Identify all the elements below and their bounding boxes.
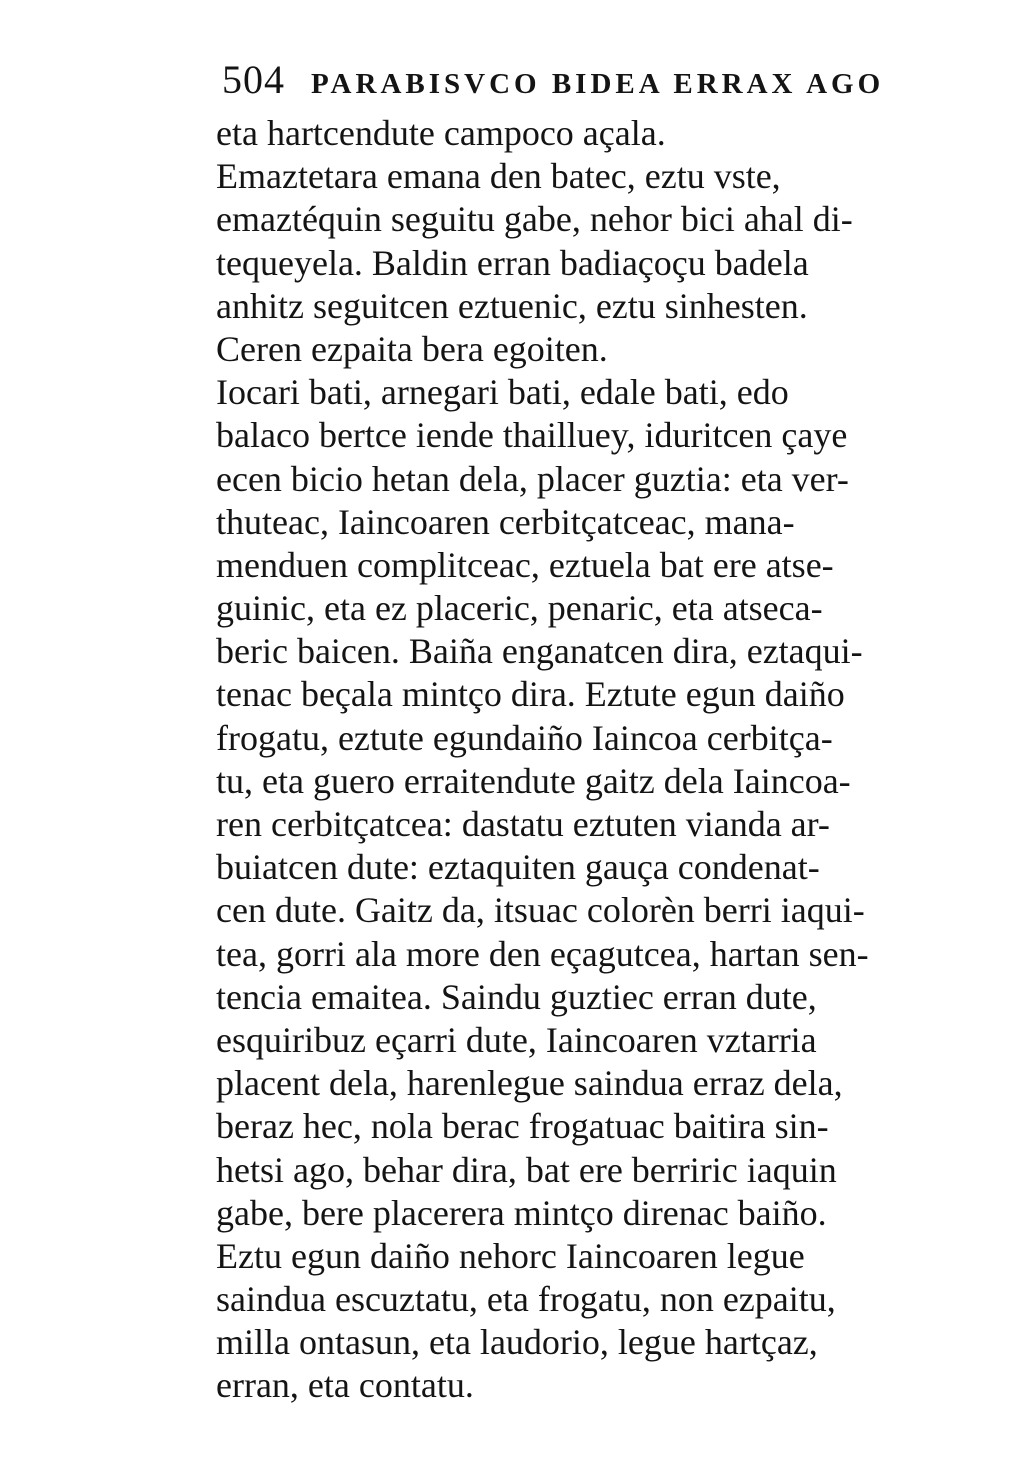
text-line: tenac beçala mintço dira. Eztute egun daiño — [216, 674, 845, 715]
text-line: milla ontasun, eta laudorio, legue hartçaz, — [216, 1322, 818, 1363]
text-line: saindua escuztatu, eta frogatu, non ezpaitu, — [216, 1279, 836, 1320]
page-number: 504 — [222, 57, 285, 102]
text-line: Emaztetara emana den batec, eztu vste, — [216, 156, 781, 197]
text-line: tequeyela. Baldin erran badiaçoçu badela — [216, 242, 809, 283]
text-line: Eztu egun daiño nehorc Iaincoaren legue — [216, 1235, 805, 1276]
text-line: placent dela, harenlegue saindua erraz dela, — [216, 1063, 843, 1104]
text-line: erran, eta contatu. — [216, 1365, 474, 1406]
text-line: ren cerbitçatcea: dastatu eztuten vianda ar- — [216, 804, 830, 844]
text-line: tea, gorri ala more den eçagutcea, hartan sen- — [216, 933, 869, 974]
text-line: eta hartcendute campoco açala. — [216, 113, 666, 153]
text-line: Iocari bati, arnegari bati, edale bati, edo — [216, 372, 789, 413]
text-line: Ceren ezpaita bera egoiten. — [216, 328, 608, 369]
text-line: beric baicen. Baiña enganatcen dira, eztaqui- — [216, 631, 863, 672]
text-line: anhitz seguitcen eztuenic, eztu sinhesten. — [216, 285, 808, 326]
text-line: guinic, eta ez placeric, penaric, eta atseca- — [216, 588, 823, 629]
text-line: tencia emaitea. Saindu guztiec erran dute, — [216, 976, 817, 1017]
body-text — [216, 112, 936, 1408]
text-line: thuteac, Iaincoaren cerbitçatceac, mana- — [216, 501, 795, 542]
text-line: tu, eta guero erraitendute gaitz dela Iaincoa- — [216, 760, 851, 801]
text-line: cen dute. Gaitz da, itsuac colorèn berri iaqui- — [216, 890, 865, 931]
text-line: emaztéquin seguitu gabe, nehor bici ahal di- — [216, 199, 853, 240]
text-line: frogatu, eztute egundaiño Iaincoa cerbitça- — [216, 717, 833, 758]
text-line: gabe, bere placerera mintço direnac baiño. — [216, 1192, 827, 1233]
text-line: beraz hec, nola berac frogatuac baitira sin- — [216, 1106, 829, 1147]
running-title: PARABISVCO BIDEA ERRAX AGO — [311, 68, 885, 100]
text-line: balaco bertce iende thailluey, iduritcen çaye — [216, 415, 848, 456]
text-line: ecen bicio hetan dela, placer guztia: eta ver- — [216, 458, 849, 499]
text-line: hetsi ago, behar dira, bat ere berriric iaquin — [216, 1149, 837, 1190]
running-head — [222, 56, 902, 106]
text-line: esquiribuz eçarri dute, Iaincoaren vztarria — [216, 1019, 817, 1060]
text-line: buiatcen dute: eztaquiten gauça condenat- — [216, 847, 820, 888]
text-line: menduen complitceac, eztuela bat ere atse- — [216, 544, 834, 585]
